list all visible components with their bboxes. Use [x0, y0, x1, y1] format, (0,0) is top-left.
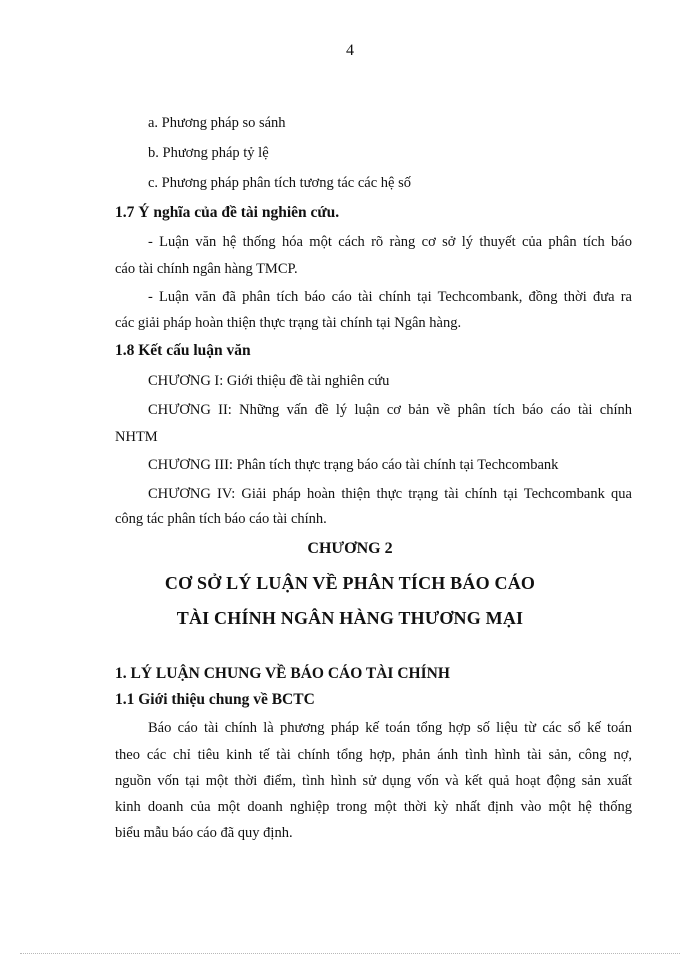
chapter-outline-3: CHƯƠNG III: Phân tích thực trạng báo cáo tài chính tại Techcombank: [148, 457, 559, 473]
section-1-7-heading: 1.7 Ý nghĩa của đề tài nghiên cứu.: [115, 204, 340, 221]
body-line-2: theo các chỉ tiêu kinh tế tài chính tổng hợp, phản ánh tình hình tài sản, công nợ,: [115, 747, 632, 763]
chapter-outline-1: CHƯƠNG I: Giới thiệu đề tài nghiên cứu: [148, 373, 390, 389]
chapter-outline-4-line2: công tác phân tích báo cáo tài chính.: [115, 511, 327, 527]
chapter-title-line2: TÀI CHÍNH NGÂN HÀNG THƯƠNG MẠI: [176, 608, 524, 628]
chapter-number: CHƯƠNG 2: [307, 540, 393, 557]
method-b: b. Phương pháp tỷ lệ: [148, 145, 269, 161]
page-number: 4: [346, 42, 354, 59]
section-1-7-p1-line2: cáo tài chính ngân hàng TMCP.: [115, 261, 298, 277]
body-line-1: Báo cáo tài chính là phương pháp kế toán tổng hợp số liệu từ các sổ kế toán: [148, 720, 632, 736]
section-1-7-p2-line2: các giải pháp hoàn thiện thực trạng tài chính tại Ngân hàng.: [115, 315, 462, 331]
section-1-1-heading: 1.1 Giới thiệu chung về BCTC: [115, 691, 315, 708]
body-line-4: kinh doanh của một doanh nghiệp trong một thời kỳ nhất định vào một hệ thống: [115, 799, 632, 815]
section-1-7-p2-line1: - Luận văn đã phân tích báo cáo tài chính tại Techcombank, đồng thời đưa ra: [148, 289, 632, 305]
page-bottom-divider: [20, 953, 680, 954]
body-line-3: nguồn vốn tại một thời điểm, tình hình sử dụng vốn và kết quả hoạt động sản xuất: [115, 773, 632, 789]
section-1-heading: 1. LÝ LUẬN CHUNG VỀ BÁO CÁO TÀI CHÍNH: [115, 665, 450, 682]
chapter-outline-4-line1: CHƯƠNG IV: Giải pháp hoàn thiện thực trạng tài chính tại Techcombank qua: [148, 486, 632, 502]
section-1-8-heading: 1.8 Kết cấu luận văn: [115, 342, 251, 359]
chapter-outline-2-line1: CHƯƠNG II: Những vấn đề lý luận cơ bản về phân tích báo cáo tài chính: [148, 402, 632, 418]
section-1-7-p1-line1: - Luận văn hệ thống hóa một cách rõ ràng cơ sở lý thuyết của phân tích báo: [148, 234, 632, 250]
body-line-5: biểu mẫu báo cáo đã quy định.: [115, 825, 293, 841]
method-a: a. Phương pháp so sánh: [148, 115, 286, 131]
chapter-outline-2-line2: NHTM: [115, 429, 158, 445]
chapter-title-line1: CƠ SỞ LÝ LUẬN VỀ PHÂN TÍCH BÁO CÁO: [164, 573, 536, 593]
method-c: c. Phương pháp phân tích tương tác các hệ số: [148, 175, 411, 191]
